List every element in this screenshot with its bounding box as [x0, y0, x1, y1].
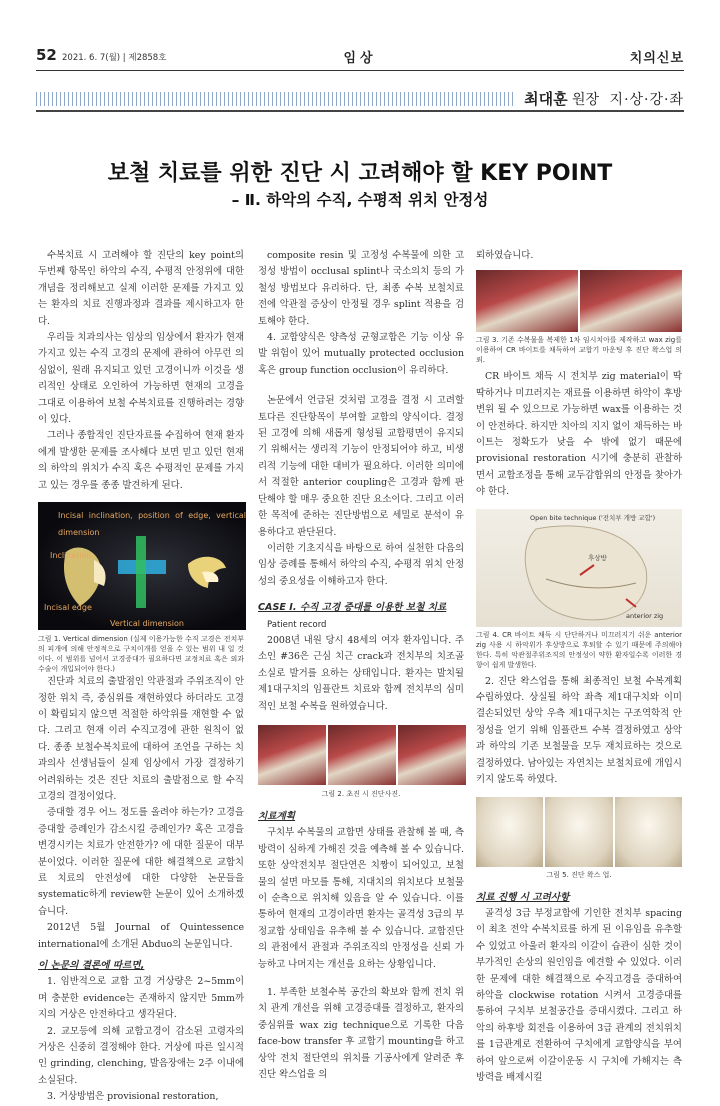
list-item: 3. 거상방법은 provisional restoration,: [47, 1091, 219, 1103]
case-subheading: Patient record: [267, 619, 327, 630]
section-heading: 이 논문의 결론에 따르면,: [38, 960, 145, 971]
skull-diagram: [476, 509, 682, 627]
figure-1-image: [38, 502, 246, 630]
figure-2-image: [258, 725, 466, 785]
column-2: [258, 248, 464, 1083]
header-rule: [36, 70, 684, 71]
intraoral-photo: [580, 270, 682, 332]
paragraph: 골격성 3급 부정교합에 기인한 전치부 spacing이 최초 전악 수복치료를 하게 된 이유임을 유추할 수 있었고 아울러 환자의 이갈이 습관이 심한 것이 부가적인 손상의 원인임을 예견할 수 있었다. 이러한 문제에 대한 해결책으로 수직고경을 증대하여 하악을 clockwise rotation 시켜서 고경증대를 통하여 구치부 보철공간을 증대시켰다. 그리고 하악의 하후방 회전을 이용하여 3급 관계의 전치위치를 1급관계로 전환하여 구치에게 교합양식을 부여하여 앞으로써 이갈이운동 시 구치에 가해지는 측방력을 배제시킬: [476, 907, 682, 1083]
newspaper-brand: 치의신보: [629, 51, 684, 66]
paragraph: 2012년 5월 Journal of Quintessence international에 소개된 Abduo의 논문입니다.: [38, 922, 244, 950]
fig4-label-low: anterior zig: [626, 611, 664, 620]
paragraph: composite resin 및 고정성 수복물에 의한 고정성 방법이 occlusal splint나 국소의치 등의 가철성 방법보다 유리하다. 단, 최종 수복 보철치료 전에 악관절 증상이 안정될 경우 splint 적용을 검토해야 한다.: [258, 250, 464, 327]
figure-1-caption: 그림 1. Vertical dimension (실제 이용가능한 수직 고경은 전치부의 피개에 의해 안정적으로 구치이개를 얻을 수 있는 범위 내 일 것이다. 이 범위를 넘어서 고경증대가 필요하다면 교정치료 혹은 외과수술이 개입되어야 한다.): [38, 635, 244, 674]
list-item: 2. 진단 왁스업을 통해 최종적인 보철 수복계획 수립하였다. 상실될 하악 좌측 제1대구치와 이미 결손되었던 상악 우측 제1대구치는 구조역학적 안정성을 얻기 위해 임플란트 수복 결정하였고 상악과 하악의 기존 보철물을 모두 재치료하는 것으로 결정하였다. 남아있는 자연치는 보철치료에 개입시키지 않도록 하였다.: [476, 675, 682, 786]
article-subtitle: – Ⅱ. 하악의 수직, 수평적 위치 안정성: [231, 191, 489, 209]
wax-up-photo: [615, 797, 682, 867]
paragraph: 구치부 수복물의 교합면 상태를 관찰해 볼 때, 측방력이 심하게 가해진 것을 예측해 볼 수 있습니다. 또한 상악전치부 절단연은 치짱이 되어있고, 보철물의 설면 마모를 통해, 지대치의 위치보다 보철물이 순측으로 위치해 있음을 알 수 있습니다. 이를 통하여 현재의 고경이라면 환자는 골격성 3급의 부정교합 상태임을 유추해 볼 수 있습니다. 교합진단의 관점에서 관절과 주위조직의 안정성을 신뢰 가능하고 나머지는 개선을 요하는 상황입니다.: [258, 827, 464, 970]
intraoral-photo: [258, 725, 326, 785]
section-heading: 치료계획: [258, 810, 296, 822]
wax-up-photo: [545, 797, 612, 867]
fig1-label-vertical: Vertical dimension: [110, 619, 184, 629]
columnist-role: 원장: [572, 92, 600, 108]
intraoral-photo: [328, 725, 396, 785]
section-name: 임상: [343, 51, 377, 66]
paragraph: 이러한 기초지식을 바탕으로 하여 실천한 다음의 임상 증례를 통해서 하악의 수직, 수평적 위치 안정성의 중요성을 이해하고자 한다.: [258, 542, 464, 587]
article-title: 보철 치료를 위한 진단 시 고려해야 할 KEY POINT: [107, 161, 613, 186]
intraoral-photo: [398, 725, 466, 785]
page-number: 52: [36, 46, 57, 64]
paragraph: 2008년 내원 당시 48세의 여자 환자입니다. 주소인 #36은 근심 치근 crack과 전치부의 치조골 소실로 발거를 요하는 상태입니다. 환자는 발치될 제1대구치의 임플란트 치료와 함께 전치부의 심미적인 보철 수복을 원하였습니다.: [258, 634, 464, 712]
figure-4-image: [476, 509, 682, 627]
paragraph: 논문에서 언급된 것처럼 고경을 결정 시 고려할 토다른 진단항목이 부여할 교합의 양식이다. 결정된 고경에 의해 새롭게 형성될 교합평면이 유지되기 위해서는 생리적 기능이 안정되어야 하고, 비생리적 기능에 대한 대비가 필요하다. 이러한 의미에서 적절한 anterior coupling은 고경과 함께 판단해야 할 매우 중요한 진단 요소이다. 그리고 이러한 목적에 준하는 진단방법으로 세밀로 분석이 유용하다고 판단된다.: [258, 395, 464, 538]
paragraph: 진단과 치료의 출발점인 악관절과 주위조직이 안정한 위치 즉, 중심위를 재현하였다 하더라도 고경이 확립되지 않으면 적절한 하악위를 재현할 수 없다. 그리고 현재 이러 수직고경에 관한 원칙이 없다. 종종 보철수복치료에 대하여 조언을 구하는 치과의사 선생님들이 실제 임상에서 가장 결정하기 어려워하는 것은 진단 치료의 출발점으로 할 수직 고경의 결정이었다.: [38, 676, 244, 802]
decorative-stripe: [36, 92, 516, 106]
figure-2-caption: 그림 2. 초진 시 진단사진.: [321, 789, 401, 798]
paragraph: 그러나 종합적인 진단자료를 수집하여 현재 환자에게 발생한 문제를 조사해다 보면 믿고 있던 현재의 하악의 위치가 수직 혹은 수평적인 문제를 가지고 있는 경우를 종종 발견하게 된다.: [38, 430, 244, 491]
paragraph: 뢰하였습니다.: [476, 250, 534, 261]
list-item: 2. 교모등에 의해 교합고경이 감소된 고령자의 거상은 신중히 결정해야 한다. 거상에 따른 일시적인 grinding, clenching, 발음장애는 2주 이내에 소실된다.: [38, 1025, 244, 1086]
fig1-label-inclination: Inclination: [50, 551, 92, 561]
paragraph: 우리들 치과의사는 임상의 임상에서 환자가 현재 가지고 있는 수직 고경의 문제에 관하여 아무런 의심없이, 원래 유지되고 있던 고경이니까 이것을 생리적인 상태로 오인하여 가능하면 현재의 고경을 그대로 이용하여 보철 수복치료를 진행하려는 경향이 있다.: [38, 332, 244, 426]
list-item: 1. 임반적으로 교합 고경 거상량은 2~5mm이며 충분한 evidence는 존재하지 않지만 5mm까지의 거상은 안전하다고 생각된다.: [38, 976, 244, 1021]
figure-4-caption: 그림 4. CR 바이트 채득 시 단단하거나 미끄러지기 쉬운 anterior zig 사용 시 하악위가 후상방으로 후퇴할 수 있기 때문에 주의해야 한다. 특히 악관절주위조직의 안정성이 약한 환자일수록 이러한 경향이 쉽게 발생한다.: [476, 630, 682, 669]
columnist-name: 최대훈: [524, 90, 568, 108]
paragraph: 수복치료 시 고려해야 할 진단의 key point의 두번째 항목인 하악의 수직, 수평적 안정위에 대한 개념을 정리해보고 실제 이러한 문제를 가지고 있는 환자의 치료 진행과정과 결과를 제시하고자 한다.: [38, 250, 244, 327]
issue-date: 2021. 6. 7(월) | 제2858호: [62, 53, 167, 63]
paragraph: 증대할 경우 어느 정도를 올려야 하는가? 고경을 증대할 증례인가 감소시킬 증례인가? 혹은 고경을 변경시키는 치료가 안전한가? 에 대한 질문이 대부분이었다. 이러한 질문에 대한 해결책으로 교합치료 치료의 안전성에 대한 다양한 논문들을 systematic하게 review한 논문이 있어 소개하겠습니다.: [38, 807, 244, 917]
column-1: [38, 248, 244, 1106]
page-header: [36, 46, 684, 68]
case-heading: CASE I. 수직 고경 증대를 이용한 보철 치료: [258, 602, 447, 614]
figure-3-caption: 그림 3. 기존 수복물을 복제한 1차 임시치아를 제작하고 wax zig를 이용하여 CR 바이트를 채득하여 교합기 마운팅 후 진단 왁스업 의뢰.: [476, 336, 682, 365]
section-heading: 치료 진행 시 고려사항: [476, 891, 570, 903]
list-item: 1. 부족한 보철수복 공간의 확보와 함께 전치 위치 관계 개선을 위해 고경증대를 결정하고, 환자의 중심위를 wax zig technique으로 기록한 다음 face-bow transfer 후 교합기 mounting을 하고 상악 전치 절단연의 위치를 기공사에게 알려준 후 진단 왁스업을 의: [258, 987, 464, 1081]
fig1-label-incisal-edge: Incisal edge: [44, 603, 92, 613]
figure-5-caption: 그림 5. 진단 왁스 업.: [546, 870, 612, 879]
column-3: [476, 248, 682, 1086]
wax-up-photo: [476, 797, 543, 867]
intraoral-photo: [476, 270, 578, 332]
list-item: 4. 교합양식은 양측성 균형교합은 기능 이상 유발 위험이 있어 mutually protected occlusion 혹은 group function occlusion이 유리하다.: [258, 332, 464, 376]
byline-rule: [36, 110, 684, 112]
paragraph: CR 바이트 채득 시 전치부 zig material이 딱딱하거나 미끄러지는 재료를 이용하면 하악이 후방 변위 될 수 있으므로 가능하면 wax를 이용하는 것이 안전하다. 하지만 치아의 지지 없이 채득하는 바이트는 정확도가 낮을 수 밖에 없기 때문에 provisional restoration 시기에 충분히 관찰하면서 교합조정을 통해 교두감합위의 안정을 찾아가야 한다.: [476, 371, 682, 498]
series-name: 지·상·강·좌: [609, 92, 684, 108]
figure-3-image: [476, 270, 682, 332]
fig4-label-top: Open bite technique ('전치부 개방 교합'): [530, 513, 656, 522]
fig4-label-mid: 후상방: [588, 553, 607, 562]
columnist-byline: [524, 88, 684, 109]
fig1-label-top: Incisal inclination, position of edge, vertical dimension: [58, 511, 246, 537]
figure-5-image: [476, 797, 682, 867]
